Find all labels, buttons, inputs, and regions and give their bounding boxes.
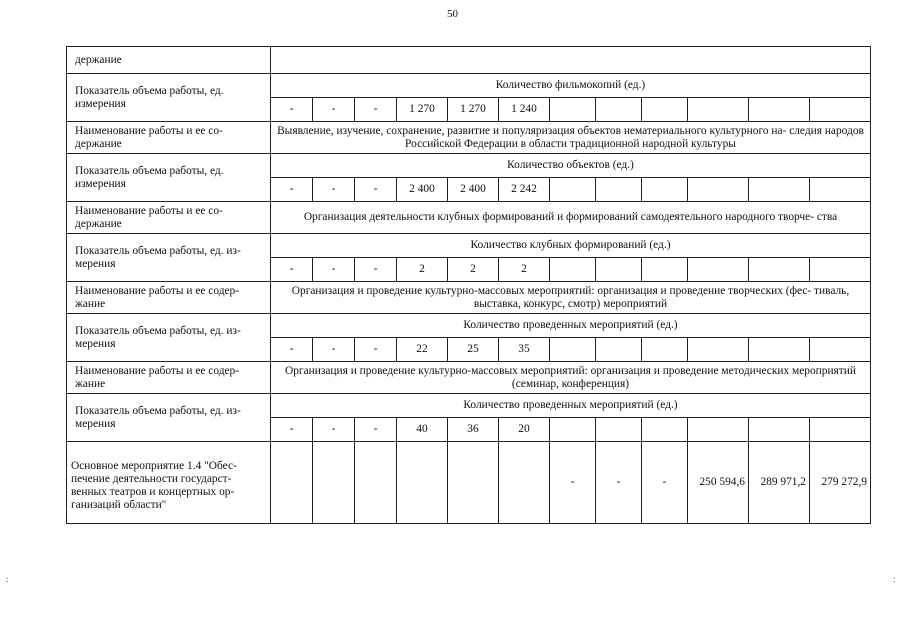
value-cell: 2 bbox=[499, 258, 550, 282]
value-cell bbox=[749, 418, 810, 442]
value-cell: - bbox=[313, 418, 355, 442]
value-cell: - bbox=[355, 178, 397, 202]
work-name-text: Организация и проведение культурно-массовых мероприятий: организация и проведение творческих (фес- тиваль, выставка, конкурс, смотр) мероприятий bbox=[271, 282, 871, 314]
row-label: Показатель объема работы, ед. из- мерения bbox=[67, 234, 271, 282]
value-cell: - bbox=[271, 178, 313, 202]
value-cell: - bbox=[355, 338, 397, 362]
row-label: держание bbox=[67, 47, 271, 74]
row-label: Основное мероприятие 1.4 "Обес- печение деятельности государст- венных театров и концертных ор- ганизаций области" bbox=[67, 442, 271, 524]
value-cell bbox=[642, 258, 688, 282]
indicator-unit-row bbox=[67, 234, 871, 258]
value-cell: 2 242 bbox=[499, 178, 550, 202]
funding-cell bbox=[271, 442, 313, 524]
value-cell bbox=[688, 338, 749, 362]
row-label: Наименование работы и ее со- держание bbox=[67, 122, 271, 154]
row-label: Наименование работы и ее содер- жание bbox=[67, 282, 271, 314]
value-cell: 20 bbox=[499, 418, 550, 442]
value-cell bbox=[810, 418, 871, 442]
value-cell bbox=[550, 338, 596, 362]
value-cell: 25 bbox=[448, 338, 499, 362]
value-cell bbox=[596, 258, 642, 282]
funding-cell: 250 594,6 bbox=[688, 442, 749, 524]
indicator-unit: Количество проведенных мероприятий (ед.) bbox=[271, 314, 871, 338]
value-cell bbox=[810, 338, 871, 362]
indicator-unit: Количество проведенных мероприятий (ед.) bbox=[271, 394, 871, 418]
work-name-row bbox=[67, 122, 871, 154]
program-table bbox=[66, 46, 871, 524]
funding-cell: - bbox=[596, 442, 642, 524]
row-label: Показатель объема работы, ед. из- мерения bbox=[67, 314, 271, 362]
value-cell bbox=[749, 98, 810, 122]
value-cell bbox=[688, 178, 749, 202]
value-cell bbox=[642, 178, 688, 202]
value-cell: 2 400 bbox=[397, 178, 448, 202]
work-name-row bbox=[67, 282, 871, 314]
funding-cell: - bbox=[550, 442, 596, 524]
funding-cell bbox=[355, 442, 397, 524]
value-cell bbox=[550, 418, 596, 442]
work-name-text bbox=[271, 47, 871, 74]
value-cell: - bbox=[313, 98, 355, 122]
indicator-unit-row bbox=[67, 314, 871, 338]
value-cell: - bbox=[313, 178, 355, 202]
value-cell bbox=[642, 98, 688, 122]
funding-cell bbox=[313, 442, 355, 524]
row-label: Показатель объема работы, ед. измерения bbox=[67, 154, 271, 202]
value-cell: 35 bbox=[499, 338, 550, 362]
funding-cell: 289 971,2 bbox=[749, 442, 810, 524]
row-label: Наименование работы и ее содер- жание bbox=[67, 362, 271, 394]
value-cell bbox=[810, 98, 871, 122]
scan-edge-mark-right: : bbox=[893, 574, 896, 584]
value-cell bbox=[550, 178, 596, 202]
value-cell: - bbox=[355, 418, 397, 442]
value-cell bbox=[550, 258, 596, 282]
value-cell: 36 bbox=[448, 418, 499, 442]
value-cell: - bbox=[271, 258, 313, 282]
value-cell: - bbox=[271, 338, 313, 362]
scan-edge-mark-left: : bbox=[6, 574, 9, 584]
funding-cell bbox=[448, 442, 499, 524]
value-cell bbox=[688, 98, 749, 122]
funding-cell bbox=[499, 442, 550, 524]
work-name-row bbox=[67, 362, 871, 394]
funding-cell: 279 272,9 bbox=[810, 442, 871, 524]
value-cell bbox=[596, 178, 642, 202]
value-cell bbox=[810, 178, 871, 202]
indicator-unit: Количество объектов (ед.) bbox=[271, 154, 871, 178]
value-cell: - bbox=[355, 258, 397, 282]
value-cell bbox=[688, 258, 749, 282]
value-cell: 1 270 bbox=[397, 98, 448, 122]
work-name-text: Выявление, изучение, сохранение, развитие и популяризация объектов нематериального культурного на- следия народов Российской Федерации в области традиционной народной культуры bbox=[271, 122, 871, 154]
row-label: Показатель объема работы, ед. измерения bbox=[67, 74, 271, 122]
main-activity-row bbox=[67, 442, 871, 524]
value-cell bbox=[642, 418, 688, 442]
value-cell: 2 400 bbox=[448, 178, 499, 202]
value-cell bbox=[550, 98, 596, 122]
value-cell bbox=[749, 178, 810, 202]
work-name-text: Организация и проведение культурно-массовых мероприятий: организация и проведение методических мероприятий (семинар, конференция) bbox=[271, 362, 871, 394]
page-number: 50 bbox=[447, 8, 458, 20]
value-cell bbox=[810, 258, 871, 282]
value-cell bbox=[688, 418, 749, 442]
work-name-row bbox=[67, 47, 871, 74]
value-cell: 2 bbox=[448, 258, 499, 282]
value-cell: - bbox=[313, 338, 355, 362]
work-name-row bbox=[67, 202, 871, 234]
funding-cell bbox=[397, 442, 448, 524]
value-cell bbox=[596, 418, 642, 442]
value-cell: - bbox=[271, 418, 313, 442]
indicator-unit-row bbox=[67, 154, 871, 178]
indicator-unit-row bbox=[67, 394, 871, 418]
value-cell bbox=[642, 338, 688, 362]
indicator-unit-row bbox=[67, 74, 871, 98]
value-cell bbox=[749, 338, 810, 362]
value-cell: - bbox=[355, 98, 397, 122]
value-cell bbox=[749, 258, 810, 282]
funding-cell: - bbox=[642, 442, 688, 524]
indicator-unit: Количество фильмокопий (ед.) bbox=[271, 74, 871, 98]
value-cell: 2 bbox=[397, 258, 448, 282]
indicator-unit: Количество клубных формирований (ед.) bbox=[271, 234, 871, 258]
value-cell bbox=[596, 338, 642, 362]
value-cell: - bbox=[271, 98, 313, 122]
value-cell bbox=[596, 98, 642, 122]
row-label: Наименование работы и ее со- держание bbox=[67, 202, 271, 234]
work-name-text: Организация деятельности клубных формирований и формирований самодеятельного народного творче- ства bbox=[271, 202, 871, 234]
value-cell: - bbox=[313, 258, 355, 282]
row-label: Показатель объема работы, ед. из- мерения bbox=[67, 394, 271, 442]
value-cell: 40 bbox=[397, 418, 448, 442]
value-cell: 1 270 bbox=[448, 98, 499, 122]
value-cell: 22 bbox=[397, 338, 448, 362]
value-cell: 1 240 bbox=[499, 98, 550, 122]
